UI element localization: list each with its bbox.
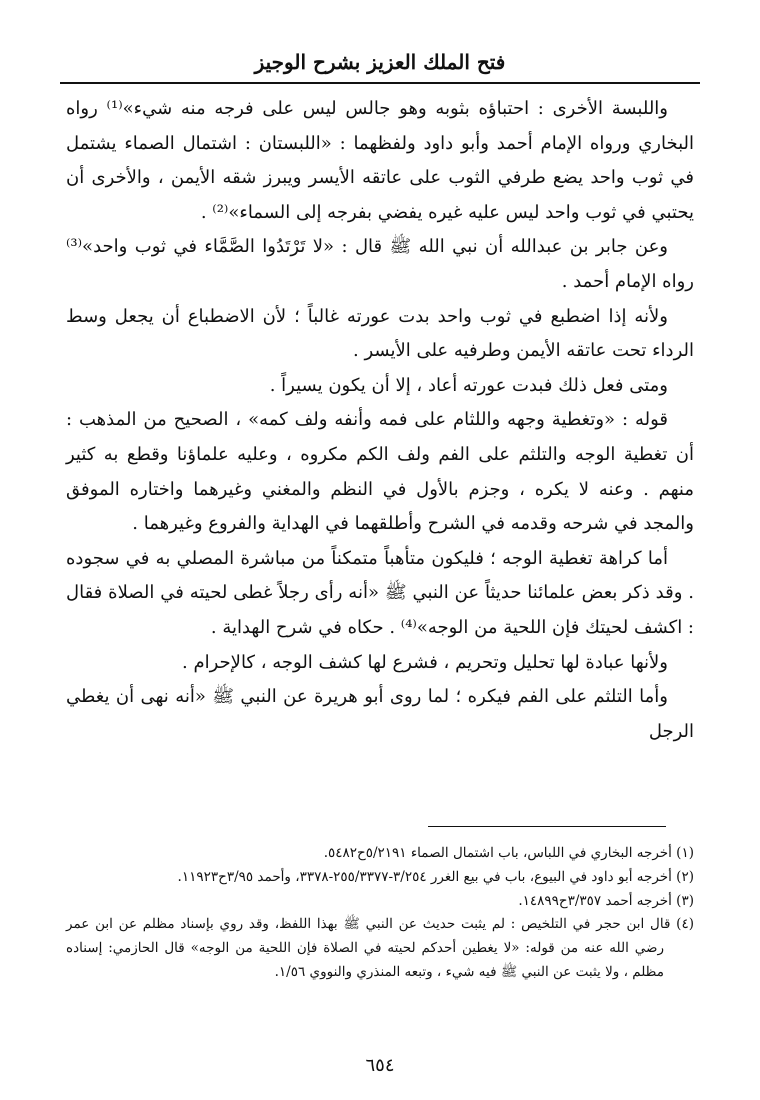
paragraph: وعن جابر بن عبدالله أن نبي الله ﷺ قال : «لا تَرْتَدُوا الصَّمَّاء في ثوب واحد»⁽³⁾ رواه الإمام أحمد .: [66, 236, 694, 292]
header-divider: [60, 82, 700, 84]
paragraph: ولأنها عبادة لها تحليل وتحريم ، فشرع لها كشف الوجه ، كالإحرام .: [182, 651, 668, 673]
paragraph: قوله : «وتغطية وجهه واللثام على فمه وأنفه ولف كمه» ، الصحيح من المذهب : أن تغطية الوجه والتلثم على الفم ولف الكم مكروه ، وعليه علماؤنا وقطع به كثير منهم . وعنه لا يكره ، وجزم بالأول في النظم والمغني وغيرهما واختاره الموفق والمجد في شرحه وقدمه في الشرح وأطلقهما في الهداية والفروع وغيرهما .: [66, 409, 694, 535]
paragraph: واللبسة الأخرى : احتباؤه بثوبه وهو جالس ليس على فرجه منه شيء»⁽¹⁾ رواه البخاري ورواه الإمام أحمد وأبو داود ولفظهما : «اللبستان : اشتمال الصماء يشتمل في ثوب واحد يضع طرفي الثوب على عاتقه الأيسر ويبرز شقه الأيمن ، والأخرى أن يحتبي في ثوب واحد ليس عليه غيره يفضي بفرجه إلى السماء»⁽²⁾ .: [66, 98, 694, 223]
paragraph: أما كراهة تغطية الوجه ؛ فليكون متأهباً متمكناً من مباشرة المصلي به في سجوده . وقد ذكر بعض علمائنا حديثاً عن النبي ﷺ «أنه رأى رجلاً غطى لحيته في الصلاة فقال : اكشف لحيتك فإن اللحية من الوجه»⁽⁴⁾ . حكاه في شرح الهداية .: [66, 547, 694, 638]
paragraph: وأما التلثم على الفم فيكره ؛ لما روى أبو هريرة عن النبي ﷺ «أنه نهى أن يغطي الرجل: [66, 686, 694, 742]
footnote: (٤) قال ابن حجر في التلخيص : لم يثبت حديث عن النبي ﷺ بهذا اللفظ، وقد روي بإسناد مظلم عن ابن عمر رضي الله عنه من قوله: «لا يغطين أحدكم لحيته في الصلاة فإن اللحية من الوجه» قال الحازمي: إسناده مظلم ، ولا يثبت عن النبي ﷺ فيه شيء ، وتبعه المنذري والنووي ١/٥٦.: [66, 916, 694, 980]
footnote: (١) أخرجه البخاري في اللباس، باب اشتمال الصماء ٥/٢١٩١ح٥٤٨٢.: [323, 845, 694, 861]
main-text: [66, 92, 694, 749]
footnote: (٢) أخرجه أبو داود في البيوع، باب في بيع الغرر ٣/٢٥٤-٢٥٥/٣٣٧٧-٣٣٧٨، وأحمد ٣/٩٥ح١١٩٢٣.: [177, 868, 694, 885]
paragraph: ومتى فعل ذلك فبدت عورته أعاد ، إلا أن يكون يسيراً .: [269, 374, 668, 396]
running-header: فتح الملك العزيز بشرح الوجيز: [254, 50, 506, 74]
footnote-divider: [428, 826, 666, 827]
footnotes: [66, 842, 694, 985]
footnote: (٣) أخرجه أحمد ٣/٣٥٧ح١٤٨٩٩.: [518, 892, 694, 909]
paragraph: ولأنه إذا اضطبع في ثوب واحد بدت عورته غالباً ؛ لأن الاضطباع أن يجعل وسط الرداء تحت عاتقه الأيمن وطرفيه على الأيسر .: [66, 305, 694, 362]
page-number: ٦٥٤: [365, 1055, 395, 1076]
